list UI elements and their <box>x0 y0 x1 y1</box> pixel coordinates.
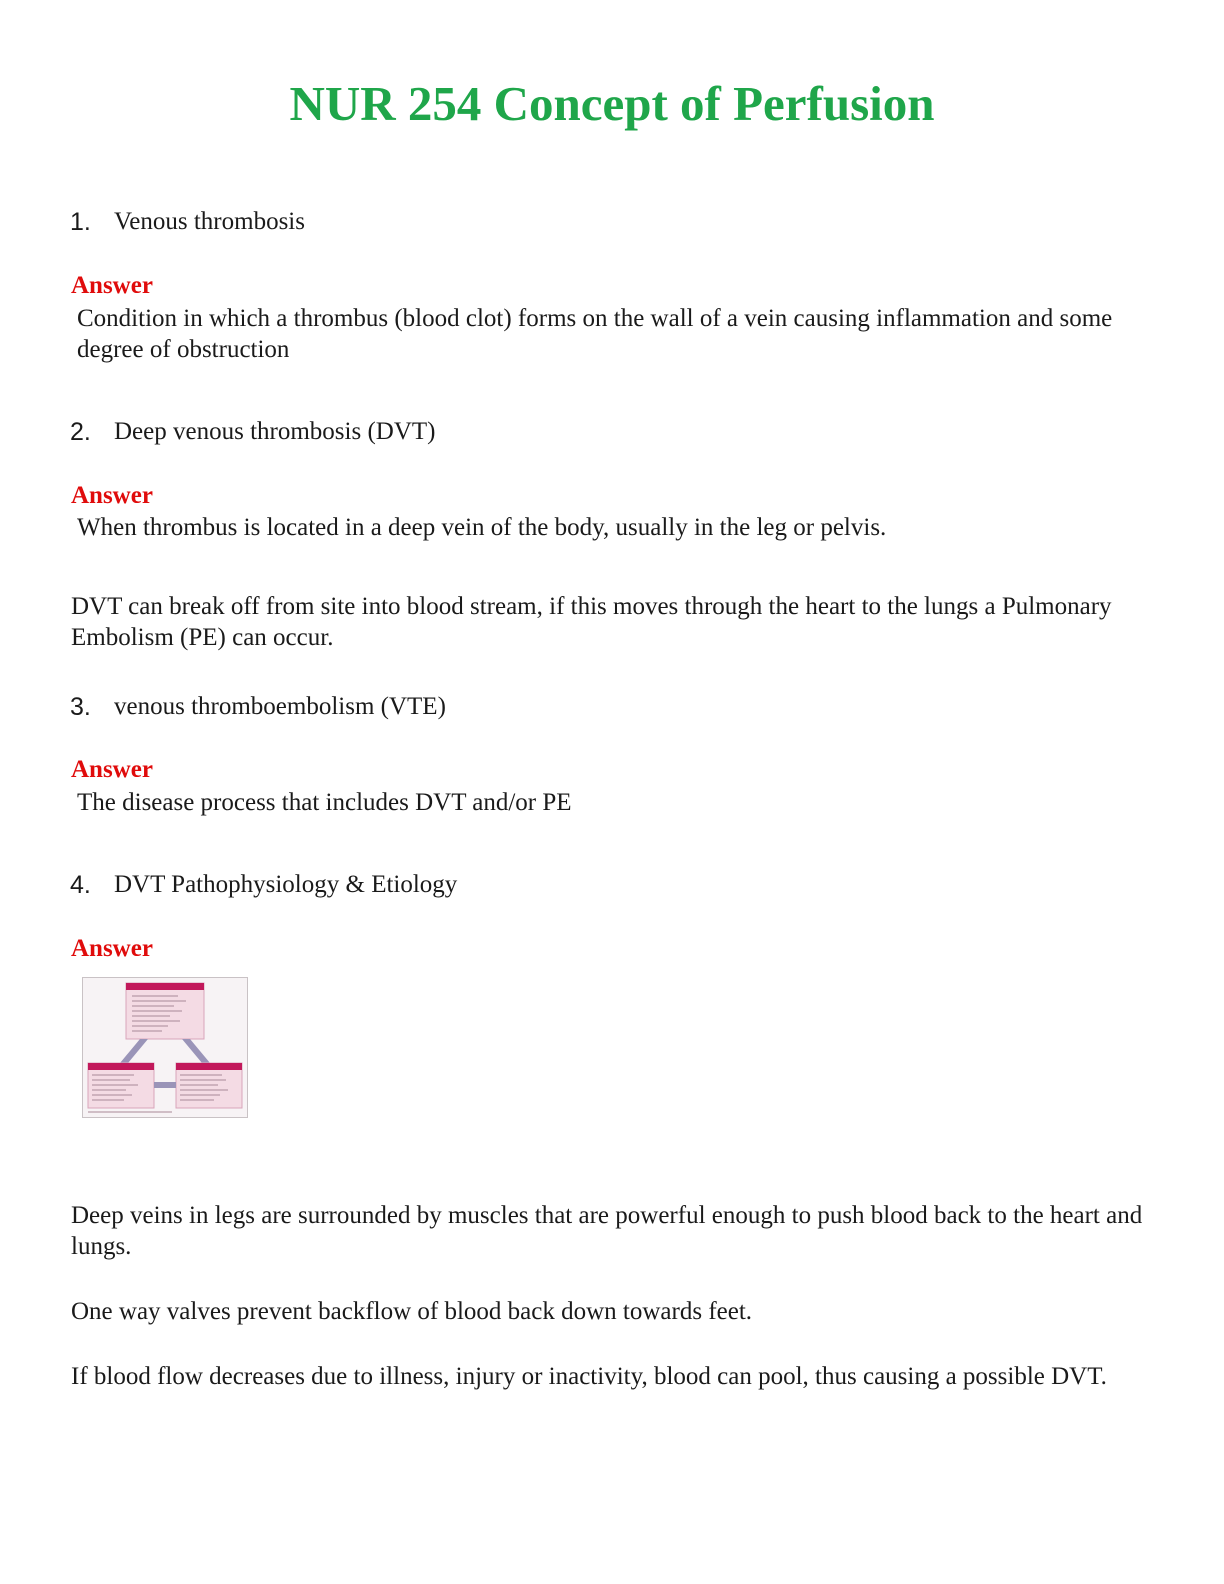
answer-label: Answer <box>71 482 153 509</box>
answer-label: Answer <box>71 935 153 962</box>
question-text: Deep venous thrombosis (DVT) <box>114 418 436 445</box>
answer-text: When thrombus is located in a deep vein of the body, usually in the leg or pelvis. <box>77 514 887 541</box>
virchow-triad-figure <box>82 977 248 1118</box>
answer-text: The disease process that includes DVT and/or PE <box>77 789 572 816</box>
answer-label: Answer <box>71 756 153 783</box>
body-paragraph: One way valves prevent backflow of blood back down towards feet. <box>71 1298 753 1325</box>
page-title: NUR 254 Concept of Perfusion <box>289 76 935 131</box>
question-text: venous thromboembolism (VTE) <box>114 693 446 720</box>
body-paragraph: If blood flow decreases due to illness, injury or inactivity, blood can pool, thus causing a possible DVT. <box>71 1363 1107 1390</box>
answer-text: Condition in which a thrombus (blood clot) forms on the wall of a vein causing inflammation and some degree of obstruction <box>77 305 1113 363</box>
question-number: 2. <box>70 418 91 446</box>
body-paragraph: Deep veins in legs are surrounded by muscles that are powerful enough to push blood back to the heart and lungs. <box>71 1202 1143 1260</box>
question-text: DVT Pathophysiology & Etiology <box>114 871 458 898</box>
question-text: Venous thrombosis <box>114 208 305 235</box>
body-paragraph: DVT can break off from site into blood stream, if this moves through the heart to the lungs a Pulmonary Embolism (PE) can occur. <box>71 593 1112 651</box>
question-number: 4. <box>70 871 91 899</box>
question-number: 3. <box>70 693 91 721</box>
question-number: 1. <box>70 208 91 236</box>
answer-label: Answer <box>71 272 153 299</box>
